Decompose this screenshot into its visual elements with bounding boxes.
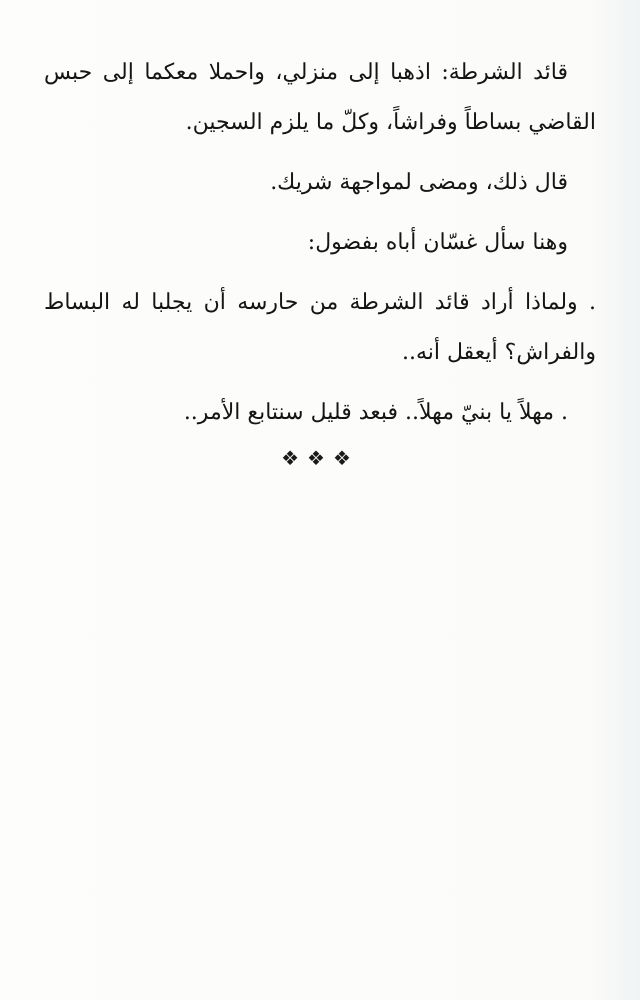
paragraph-ghassan-question: . ولماذا أراد قائد الشرطة من حارسه أن يجلبا له البساط والفراش؟ أيعقل أنه..: [44, 290, 596, 365]
paragraph-narration: قال ذلك، ومضى لمواجهة شريك.: [270, 170, 568, 195]
paragraph-police-chief-order: قائد الشرطة: اذهبا إلى منزلي، واحملا معكما إلى حبس القاضي بساطاً وفراشاً، وكلّ ما يلزم السجين.: [44, 60, 596, 135]
paragraph-ghassan-asks: وهنا سأل غسّان أباه بفضول:: [307, 230, 568, 255]
page-text: [44, 48, 596, 438]
paragraph-father-reply: . مهلاً يا بنيّ مهلاً.. فبعد قليل سنتابع الأمر..: [183, 400, 568, 425]
section-divider-ornament-icon: ❖❖❖: [281, 446, 359, 470]
